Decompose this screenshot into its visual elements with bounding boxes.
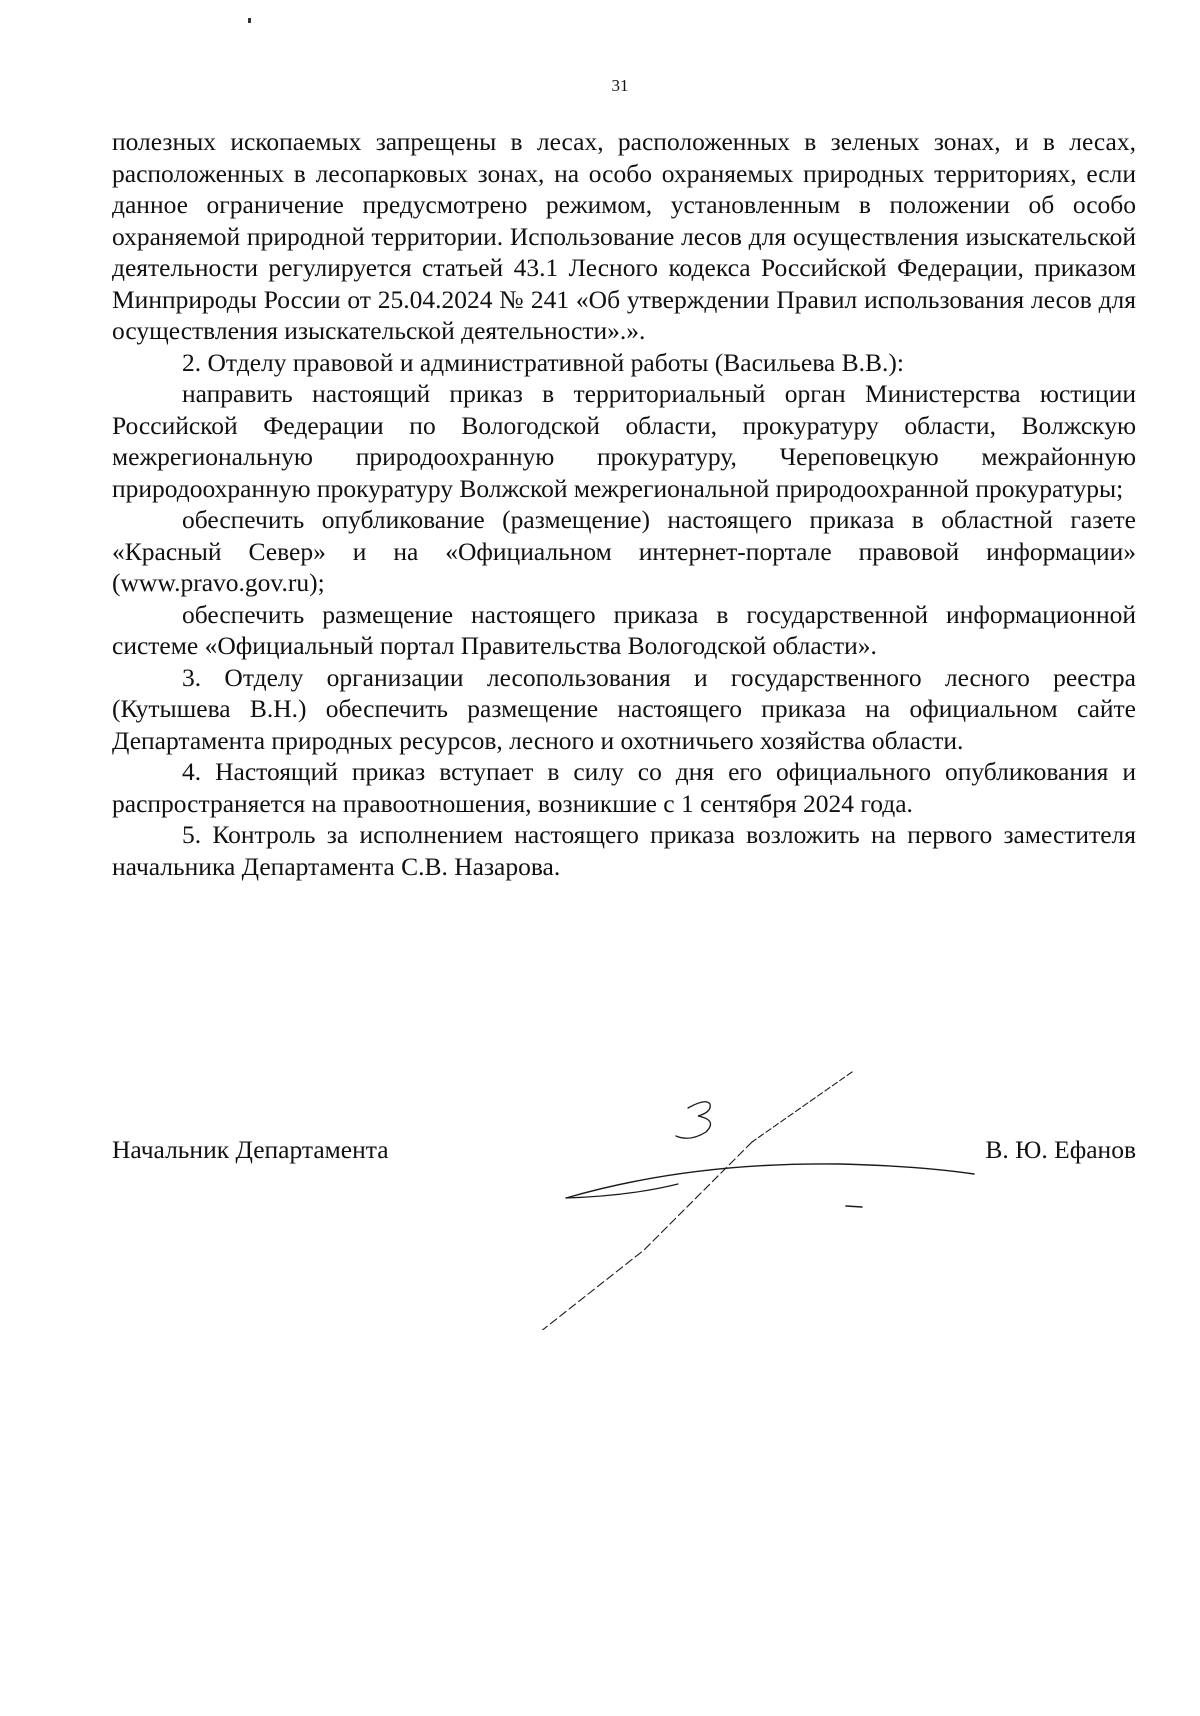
paragraph-item-3: 3. Отделу организации лесопользования и государственного лесного реестра (Кутышева В.Н.) обеспечить размещение настоящего приказа на официальном сайте Департамента природных ресурсов, лесного и охотничьего хозяйства области.	[112, 662, 1136, 755]
paragraph-item-4: 4. Настоящий приказ вступает в силу со дня его официального опубликования и распространяется на правоотношения, возникшие с 1 сентября 2024 года.	[112, 757, 1136, 818]
signer-name: В. Ю. Ефанов	[985, 1135, 1136, 1164]
signer-title: Начальник Департамента	[112, 1135, 389, 1164]
scan-artifact	[248, 18, 251, 23]
document-body	[112, 126, 1136, 882]
paragraph-item-2: 2. Отделу правовой и административной работы (Васильева В.В.):	[182, 347, 904, 377]
handwritten-signature	[540, 1070, 1020, 1330]
paragraph-item-2-sub-2: обеспечить опубликование (размещение) настоящего приказа в областной газете «Красный Север» и на «Официальном интернет-портале правовой информации» (www.pravo.gov.ru);	[112, 505, 1136, 597]
paragraph-item-2-sub-1: направить настоящий приказ в территориальный орган Министерства юстиции Российской Федерации по Вологодской области, прокуратуру области, Волжскую межрегиональную природоохранную прокуратуру, Череповецкую межрайонную природоохранную прокуратуру Волжской межрегиональной природоохранной прокуратуры;	[112, 379, 1136, 503]
paragraph-item-2-sub-3: обеспечить размещение настоящего приказа в государственной информационной системе «Официальный портал Правительства Вологодской области».	[112, 599, 1136, 660]
paragraph-item-5: 5. Контроль за исполнением настоящего приказа возложить на первого заместителя начальника Департамента С.В. Назарова.	[112, 820, 1136, 881]
page-number: 31	[611, 76, 629, 95]
paragraph-continuation: полезных ископаемых запрещены в лесах, расположенных в зеленых зонах, и в лесах, расположенных в лесопарковых зонах, на особо охраняемых природных территориях, если данное ограничение предусмотрено режимом, установленным в положении об особо охраняемой природной территории. Использование лесов для осуществления изыскательской деятельности регулируется статьей 43.1 Лесного кодекса Российской Федерации, приказом Минприроды России от 25.04.2024 № 241 «Об утверждении Правил использования лесов для осуществления изыскательской деятельности».».	[112, 127, 1136, 345]
